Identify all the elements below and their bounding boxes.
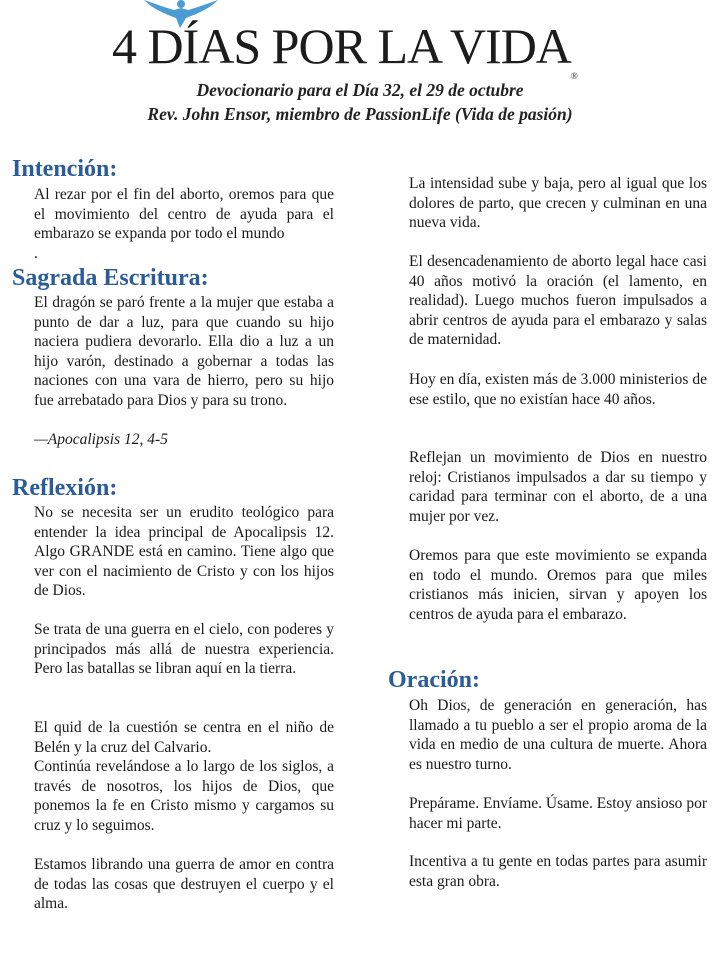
reflexion-paragraph-1: No se necesita ser un erudito teológico para entender la idea principal de Apocalipsis 12. Algo GRANDE está en camino. Tiene algo que ver con el nacimiento de Cristo y con los hijos de Dios. (34, 504, 334, 600)
right-paragraph-4: Reflejan un movimiento de Dios en nuestro reloj: Cristianos impulsados a dar su tiempo y caridad para terminar con el aborto, de a una mujer por vez. (409, 449, 707, 525)
oracion-paragraph-3: Incentiva a tu gente en todas partes para asumir esta gran obra. (409, 853, 707, 890)
header-line-2: Rev. John Ensor, miembro de PassionLife (Vida de pasión) (147, 104, 573, 124)
escritura-heading: Sagrada Escritura: (12, 265, 209, 291)
reflexion-heading: Reflexión: (12, 475, 118, 501)
reflexion-paragraph-3: El quid de la cuestión se centra en el niño de Belén y la cruz del Calvario. (34, 719, 334, 756)
escritura-text: El dragón se paró frente a la mujer que estaba a punto de dar a luz, para que cuando su hijo naciera pudiera devorarlo. Ella dio a luz a un hijo varón, destinado a gobernar a todas las naciones con una vara de hierro, pero su hijo fue arrebatado para Dios y para su trono. (34, 294, 334, 409)
right-paragraph-1: La intensidad sube y baja, pero al igual que los dolores de parto, que crecen y culminan en una nueva vida. (409, 175, 707, 232)
reflexion-paragraph-5: Estamos librando una guerra de amor en contra de todas las cosas que destruyen el cuerpo y el alma. (34, 856, 334, 913)
reflexion-paragraph-2: Se trata de una guerra en el cielo, con poderes y principados más allá de nuestra experiencia. Pero las batallas se libran aquí en la tierra. (34, 621, 334, 678)
devotional-header (140, 78, 580, 126)
logo (112, 0, 612, 81)
reflexion-paragraph-4: Continúa revelándose a lo largo de los siglos, a través de nosotros, los hijos de Dios, que ponemos la fe en Cristo mismo y cargamos su cruz y lo seguimos. (34, 758, 334, 834)
right-paragraph-2: El desencadenamiento de aborto legal hace casi 40 años motivó la oración (el lamento, en realidad). Luego muchos fueron impulsados a abrir centros de ayuda para el embarazo y salas de maternidad. (409, 253, 707, 349)
oracion-paragraph-2: Prepárame. Envíame. Úsame. Estoy ansioso por hacer mi parte. (409, 795, 707, 832)
right-paragraph-3: Hoy en día, existen más de 3.000 ministerios de ese estilo, que no existían hace 40 años. (409, 371, 707, 408)
right-paragraph-5: Oremos para que este movimiento se expanda en todo el mundo. Oremos para que miles cristianos más inicien, sirvan y apoyen los centros de ayuda para el embarazo. (409, 547, 707, 623)
logo-wordmark: 4 DÍAS POR LA VIDA® (112, 18, 577, 81)
header-line-1: Devocionario para el Día 32, el 29 de octubre (196, 80, 524, 100)
intencion-dot: . (34, 245, 38, 262)
intencion-heading: Intención: (12, 156, 118, 182)
oracion-heading: Oración: (388, 667, 480, 693)
oracion-paragraph-1: Oh Dios, de generación en generación, has llamado a tu pueblo a ser el propio aroma de la vida en medio de una cultura de muerte. Ahora es nuestro turno. (409, 697, 707, 773)
escritura-cite: —Apocalipsis 12, 4-5 (34, 431, 168, 448)
intencion-text: Al rezar por el fin del aborto, oremos para que el movimiento del centro de ayuda para el embarazo se expanda por todo el mundo (34, 186, 334, 243)
